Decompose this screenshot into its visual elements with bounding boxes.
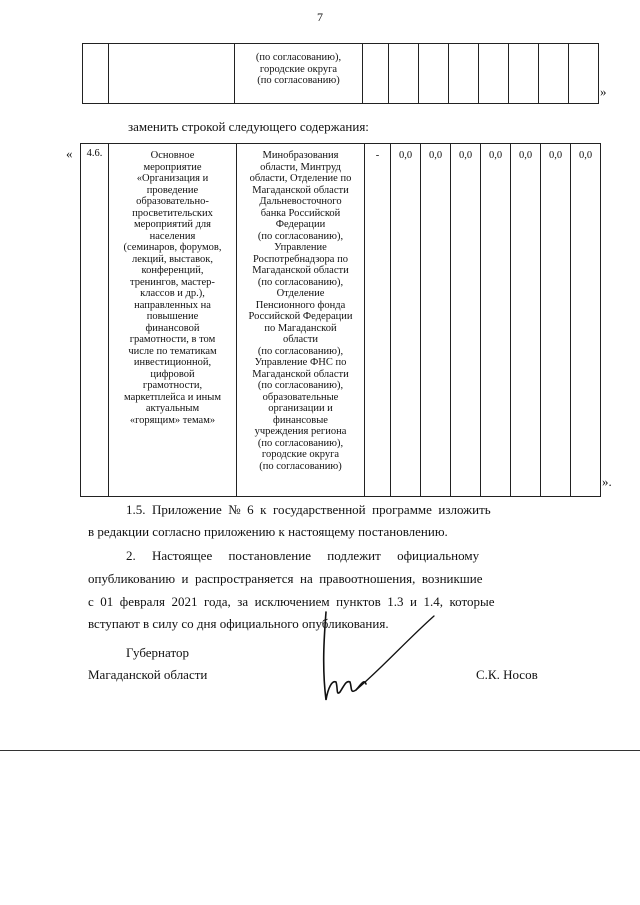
cell	[509, 44, 539, 104]
row-executors: Минобразования области, Минтруд области, Отделение по Магаданской области Дальневосточного банка Российской Федерации (по согласованию), Управление Роспотребнадзора по Магаданской области (по согласованию), Отделение Пенсионного фонда Российской Федерации по Магаданской области (по согласованию), Управление ФНС по Магаданской области (по согласованию), образовательные организации и финансовые учреждения региона (по согласованию), городские округа (по согласованию)	[237, 144, 365, 497]
paragraph-2-line2: опубликованию и распространяется на правоотношения, возникшие	[88, 571, 483, 586]
main-table-row	[80, 143, 601, 497]
cell	[83, 44, 109, 104]
value-cell: 0,0	[391, 144, 421, 497]
open-quote: «	[66, 146, 73, 161]
top-executors-cell: (по согласованию), городские округа (по согласованию)	[235, 44, 363, 104]
handwritten-signature	[312, 608, 442, 708]
cell	[389, 44, 419, 104]
cell	[109, 44, 235, 104]
paragraph-1-5-line1: 1.5. Приложение № 6 к государственной программе изложить	[126, 502, 491, 517]
signatory-name: С.К. Носов	[476, 667, 538, 682]
value-cell: 0,0	[481, 144, 511, 497]
top-table-fragment	[82, 43, 599, 104]
value-cell: 0,0	[571, 144, 601, 497]
cell	[419, 44, 449, 104]
value-cell: 0,0	[541, 144, 571, 497]
value-cell: 0,0	[511, 144, 541, 497]
cell	[449, 44, 479, 104]
paragraph-2-line4: вступают в силу со дня официального опубликования.	[88, 616, 389, 631]
page-number: 7	[317, 10, 323, 24]
close-quote-top: »	[600, 84, 607, 99]
bottom-rule	[0, 750, 640, 751]
replace-line: заменить строкой следующего содержания:	[128, 119, 369, 134]
signatory-title-line1: Губернатор	[126, 645, 189, 660]
cell	[479, 44, 509, 104]
row-number: 4.6.	[81, 144, 109, 497]
paragraph-2-line3: с 01 февраля 2021 года, за исключением пунктов 1.3 и 1.4, которые	[88, 594, 495, 609]
close-quote-row: ».	[602, 474, 612, 489]
cell	[569, 44, 599, 104]
paragraph-1-5-line2: в редакции согласно приложению к настоящему постановлению.	[88, 524, 448, 539]
value-cell: 0,0	[451, 144, 481, 497]
row-dash: -	[365, 144, 391, 497]
paragraph-2-line1: 2. Настоящее постановление подлежит официальному	[126, 548, 480, 563]
signatory-title-line2: Магаданской области	[88, 667, 208, 682]
cell	[539, 44, 569, 104]
value-cell: 0,0	[421, 144, 451, 497]
row-title: Основное мероприятие «Организация и проведение образовательно- просветительских мероприятий для населения (семинаров, форумов, лекций, выставок, конференций, тренингов, мастер- классов и др.), направленных на повышение финансовой грамотности, в том числе по тематикам инвестиционной, цифровой грамотности, маркетплейса и иным актуальным «горящим» темам»	[109, 144, 237, 497]
cell	[363, 44, 389, 104]
